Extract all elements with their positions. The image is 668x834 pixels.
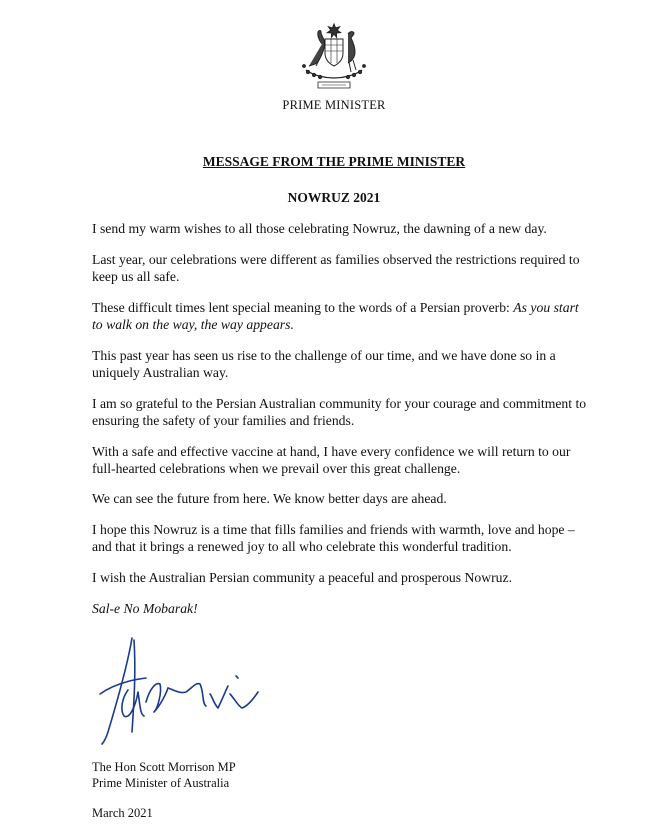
signature-block [92,759,236,791]
paragraph: I wish the Australian Persian community a peaceful and prosperous Nowruz. [92,570,513,585]
message-body [92,220,592,631]
page-title: MESSAGE FROM THE PRIME MINISTER [202,154,466,169]
paragraph: I hope this Nowruz is a time that fills families and friends with warmth, love and hope – and that it brings a renewed joy to all who celebrate this wonderful tradition. [92,522,575,554]
paragraph: I am so grateful to the Persian Australian community for your courage and commitment to ensuring the safety of your families and friends. [92,396,587,428]
page-subtitle: NOWRUZ 2021 [287,190,381,205]
letter-date: March 2021 [92,806,153,820]
paragraph-proverb [92,299,592,333]
signature-icon [94,632,274,747]
paragraph: I send my warm wishes to all those celebrating Nowruz, the dawning of a new day. [92,221,547,236]
office-title: PRIME MINISTER [282,98,386,112]
paragraph-lead: These difficult times lent special meaning to the words of a Persian proverb: [92,300,514,315]
signatory-title: Prime Minister of Australia [92,776,230,790]
paragraph: With a safe and effective vaccine at hand, I have every confidence we will return to our full-hearted celebrations when we prevail over this great challenge. [92,444,571,476]
closing-greeting: Sal-e No Mobarak! [92,601,198,616]
coat-of-arms-icon [292,22,376,92]
paragraph: This past year has seen us rise to the challenge of our time, and we have done so in a uniquely Australian way. [92,348,556,380]
signatory-name: The Hon Scott Morrison MP [92,760,236,774]
proverb-quote: As you start to walk on the way, the way appears. [92,300,579,332]
paragraph: We can see the future from here. We know better days are ahead. [92,491,447,506]
paragraph: Last year, our celebrations were different as families observed the restrictions required to keep us all safe. [92,252,580,284]
